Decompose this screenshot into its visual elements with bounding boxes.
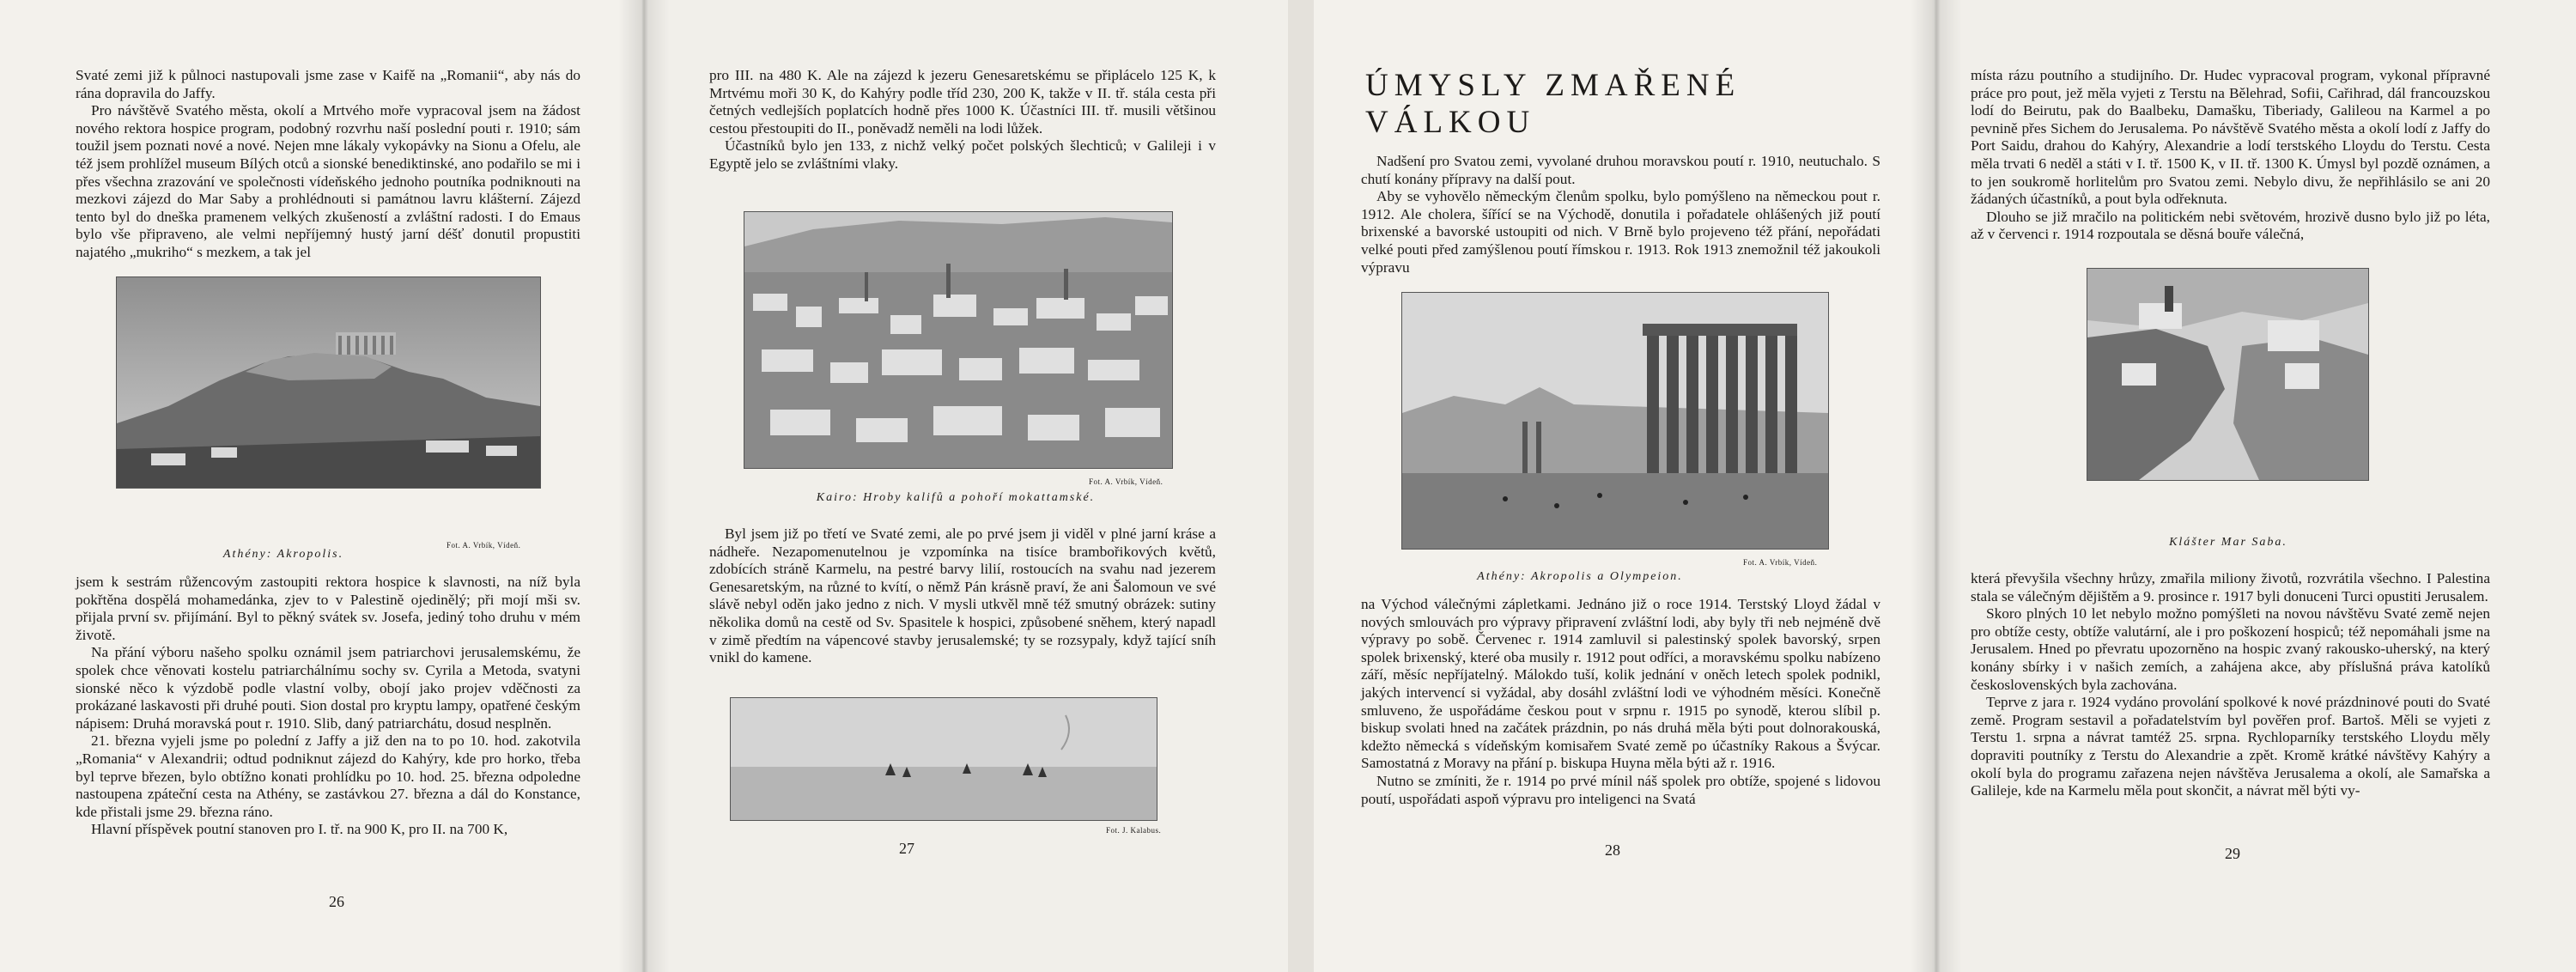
page-26-bottom-text (76, 574, 580, 839)
photo-cairo-tombs (744, 211, 1173, 469)
page-29-bottom-text (1971, 570, 2490, 800)
paragraph: Hlavní příspěvek poutní stanoven pro I. tř. na 900 K, pro II. na 700 K, (91, 821, 508, 838)
photo-credit: Fot. J. Kalabus. (1106, 826, 1162, 835)
page-27-top-text (709, 67, 1216, 173)
photo-credit: Fot. A. Vrbík, Vídeň. (1743, 558, 1818, 567)
paragraph: místa rázu poutního a studijního. Dr. Hudec vypracoval program, vykonal přípravné práce pro pout, jež měla vyjeti z Terstu na Bělehrad, Sofii, Cařihrad, dál francouzskou lodí do Beirutu, pak do Baalbeku, Damašku, Tiberiady, Galileou na Karmel a po pevnině přes Sichem do Jerusalema. Po návštěvě Svatého města a okolí lodí z Jaffy do Port Saidu, drahou do Kahýry, Alexandrie a lodí terstského Lloydu do Terstu. Cesta měla trvati 6 neděl a státi v I. tř. 1500 K, v II. tř. 1300 K. Úmysl byl pozdě oznámen, a to jen soukromě horlitelům pro Svatou zemi. Nebylo divu, že nepřihlásilo se ani 20 žádaných účastníků, a pout byla odřeknuta. (1971, 67, 2490, 208)
photo-caption: Kairo: Hroby kalifů a pohoří mokattamské. (816, 491, 1096, 504)
paragraph: pro III. na 480 K. Ale na zájezd k jezeru Genesaretskému se připlácelo 125 K, k Mrtvému moři 30 K, do Kahýry podle tříd 230, 200 K, takže v II. tř. stála cesta při četných vedlejších poplatcích hodně přes 1000 K. Účastníci III. tř. musili většinou cestou přestoupiti do II., poněvadž neměli na lodi lůžek. (709, 67, 1216, 137)
page-27-mid-text (709, 525, 1216, 667)
page-number: 28 (1605, 841, 1620, 859)
photo-athens-olympeion (1401, 292, 1829, 550)
paragraph: Dlouho se již mračilo na politickém nebi světovém, hrozivě dusno bylo již po léta, až v červenci r. 1914 rozpoutala se děsná bouře válečná, (1971, 208, 2490, 243)
page-number: 27 (899, 840, 914, 857)
paragraph: jsem k sestrám růžencovým zastoupiti rektora hospice k slavnosti, na níž byla pokřtěna dospělá mohamedánka, zjev to v Palestině ojedinělý; při mojí mši sv. přijala první sv. přijímání. Byl to pěkný svátek sv. Josefa, jediný toho druhu v mém životě. (76, 574, 580, 643)
page-26-top-text (76, 67, 580, 262)
paragraph: Teprve z jara r. 1924 vydáno provolání spolkové k nové prázdninové pouti do Svaté země. Program sestavil a pořadatelstvím byl pověřen prof. Bartoš. Měli se vyjeti z Terstu 1. srpna a návrat tamtéž 25. srpna. Rychloparníky terstského Lloydu měly dopraviti poutníky z Terstu do Alexandrie a zpět. Kromě krátké návštěvy Kahýry a okolí byla do programu zařazena nejen návštěva Jerusalema a okolí, ale Samařska a Galileje, kde na Karmelu měla pout skončit, a návrat měl býti vy- (1971, 694, 2490, 799)
chapter-title: ÚMYSLY ZMAŘENÉ VÁLKOU (1365, 68, 1741, 140)
page-26 (0, 0, 642, 972)
paragraph: Byl jsem již po třetí ve Svaté zemi, ale po prvé jsem ji viděl v plné jarní kráse a nádheře. Nezapomenutelnou je vzpomínka na tisíce brambořikových květů, zdobících stráně Karmelu, na pestré barvy lilií, rostoucích na svahu nad jezerem Genesaretským, na různé to kvítí, o němž Pán krásně praví, že ani Šalomoun ve své slávě nebyl oděn jako jedno z nich. V mysli utkvěl mně též smutný obrázek: sutiny několika domů na cestě od Sv. Spasitele k hospici, způsobené sněhem, který napadl v zimě předtím na vápencové stavby jerusalemské; ty se rozsypaly, když tající sníh vnikl do kamene. (709, 525, 1216, 666)
page-28-bottom-text (1361, 596, 1880, 808)
paragraph: Aby se vyhovělo německým členům spolku, bylo pomýšleno na německou pout r. 1912. Ale cholera, šířící se na Východě, donutila i pořadatele ohlášených již poutí brixenské a bavorské ustoupiti od nich. V Brně bylo projeveno též přání, nepořádati velké pouti před zamýšlenou poutí římskou r. 1913. Rok 1913 znemožnil též jakoukoli výpravu (1361, 188, 1880, 276)
photo-credit: Fot. A. Vrbík, Vídeň. (447, 541, 521, 550)
gutter-shadow (618, 0, 670, 972)
paragraph: Na přání výboru našeho spolku oznámil jsem patriarchovi jerusalemskému, že spolek chce věnovati kostelu patriarchálnímu sochy sv. Cyrila a Metoda, svatyni sionské něco k výzdobě podle vlastní volby, obojí jako projev vděčnosti za prokázané laskavosti při druhé pouti. Sion dostal pro kryptu lampy, opatřené českým nápisem: Druhá moravská pout r. 1910. Slib, daný patriarchátu, dosud nesplněn. (76, 644, 580, 732)
gutter-shadow (1911, 0, 1962, 972)
photo-athens-acropolis (116, 276, 541, 489)
page-27 (642, 0, 1288, 972)
paragraph: Nadšení pro Svatou zemi, vyvolané druhou moravskou poutí r. 1910, neutuchalo. S chutí konány přípravy na další pout. (1361, 153, 1880, 187)
photo-caption: Athény: Akropolis a Olympeion. (1477, 570, 1683, 583)
paragraph: Skoro plných 10 let nebylo možno pomýšleti na novou návštěvu Svaté země nejen pro obtíže cesty, obtíže valutární, ale i pro poškození hospiců; též nepomáhali jsme na Jerusalem. Hned po převratu upozorněno na hospic zvaný rakousko-uherský, na který konány sbírky i v našich zemích, a zahájena akce, aby příslušná práva katolíků československých byla zachována. (1971, 605, 2490, 693)
page-gap (1288, 0, 1314, 972)
page-28 (1314, 0, 1932, 972)
photo-credit: Fot. A. Vrbík, Vídeň. (1089, 477, 1163, 486)
paragraph: na Východ válečnými zápletkami. Jednáno již o roce 1914. Terstský Lloyd žádal v nových smlouvách pro výpravy připravení zvláštní lodi, aby byly tři neb nejméně dvě výpravy po sobě. Červenec r. 1914 zamluvil si palestinský spolek bavorský, srpen spolek brixenský, které oba musily r. 1912 pout odříci, a moravskému spolku nabízeno září, měsíc nepříjatelný. Málokdo tuší, kolik jednání v oněch letech spolek podnikl, jakých intervencí si vyžádal, aby dosáhl zvláštní lodi ve výhodném měsíci. Konečně smluveno, že uspořádáme českou pout v srpnu r. 1915 po synodě, kterou slíbil p. biskup svolati hned na začátek prázdnin, po nás druhá měla býti pout dolnorakouská, kdežto německá s vídeňským komisařem Svaté země po účastníky Rakous a Švýcar. Samostatná z Moravy na přání p. biskupa Huyna měla býti až r. 1916. (1361, 596, 1880, 772)
page-number: 29 (2225, 845, 2240, 862)
photo-caption: Klášter Mar Saba. (2169, 536, 2287, 549)
photo-caption: Athény: Akropolis. (222, 548, 344, 561)
photo-sea-sailboats (730, 697, 1157, 821)
paragraph: 21. března vyjeli jsme po polední z Jaffy a již den na to po 10. hod. zakotvila „Romania“ v Alexandrii; odtud podniknut zájezd do Kahýry, kde pro horko, třeba byl teprve březen, bylo obtížno konati prohlídku po 10. hod. 25. března odpoledne nastoupena zpáteční cesta na Athény, se zastávkou 27. března a dál do Konstance, kde přistali jsme 29. března ráno. (76, 732, 580, 820)
photo-mar-saba-monastery (2087, 268, 2369, 481)
page-number: 26 (329, 893, 344, 910)
paragraph: Pro návštěvě Svatého města, okolí a Mrtvého moře vypracoval jsem na žádost nového rektora hospice program, podobný rozvrhu naší poslední pouti r. 1910; sám toužil jsem poznati nové a nové. Nejen mne lákaly vykopávky na Sionu a Ofelu, ale též jsem prohlížel museum Bílých otců a sionské benediktinské, ano podařilo se mi i přes všechna zrazování ve společnosti vídeňského jednoho poutníka podniknouti na mezkovi zájezd do Mar Saby a prohlédnouti si památnou lavru klášterní. Zájezd tento byl do dneška pramenem velkých zkušeností a zvláštní radosti. I do Emaus bylo vše připraveno, ale velmi nepříjemný hustý jarní déšť donutil propustiti najatého „mukriho“ s mezkem, a tak jel (76, 102, 580, 260)
paragraph: Nutno se zmíniti, že r. 1914 po prvé mínil náš spolek pro obtíže, spojené s lidovou poutí, uspořádati aspoň výpravu pro inteligenci na Svatá (1361, 772, 1880, 807)
page-29-top-text (1971, 67, 2490, 244)
paragraph: Svaté zemi již k půlnoci nastupovali jsme zase v Kaifě na „Romanii“, aby nás do rána dopravila do Jaffy. (76, 67, 580, 101)
page-28-top-text (1361, 153, 1880, 276)
paragraph: která převyšila všechny hrůzy, zmařila miliony životů, rozvrátila všechno. I Palestina stala se válečným dějištěm a 9. prosince r. 1917 byli donuceni Turci opustiti Jerusalem. (1971, 570, 2490, 604)
paragraph: Účastníků bylo jen 133, z nichž velký počet polských šlechticů; v Galileji i v Egyptě jelo se zvláštními vlaky. (709, 137, 1216, 172)
page-29 (1932, 0, 2576, 972)
